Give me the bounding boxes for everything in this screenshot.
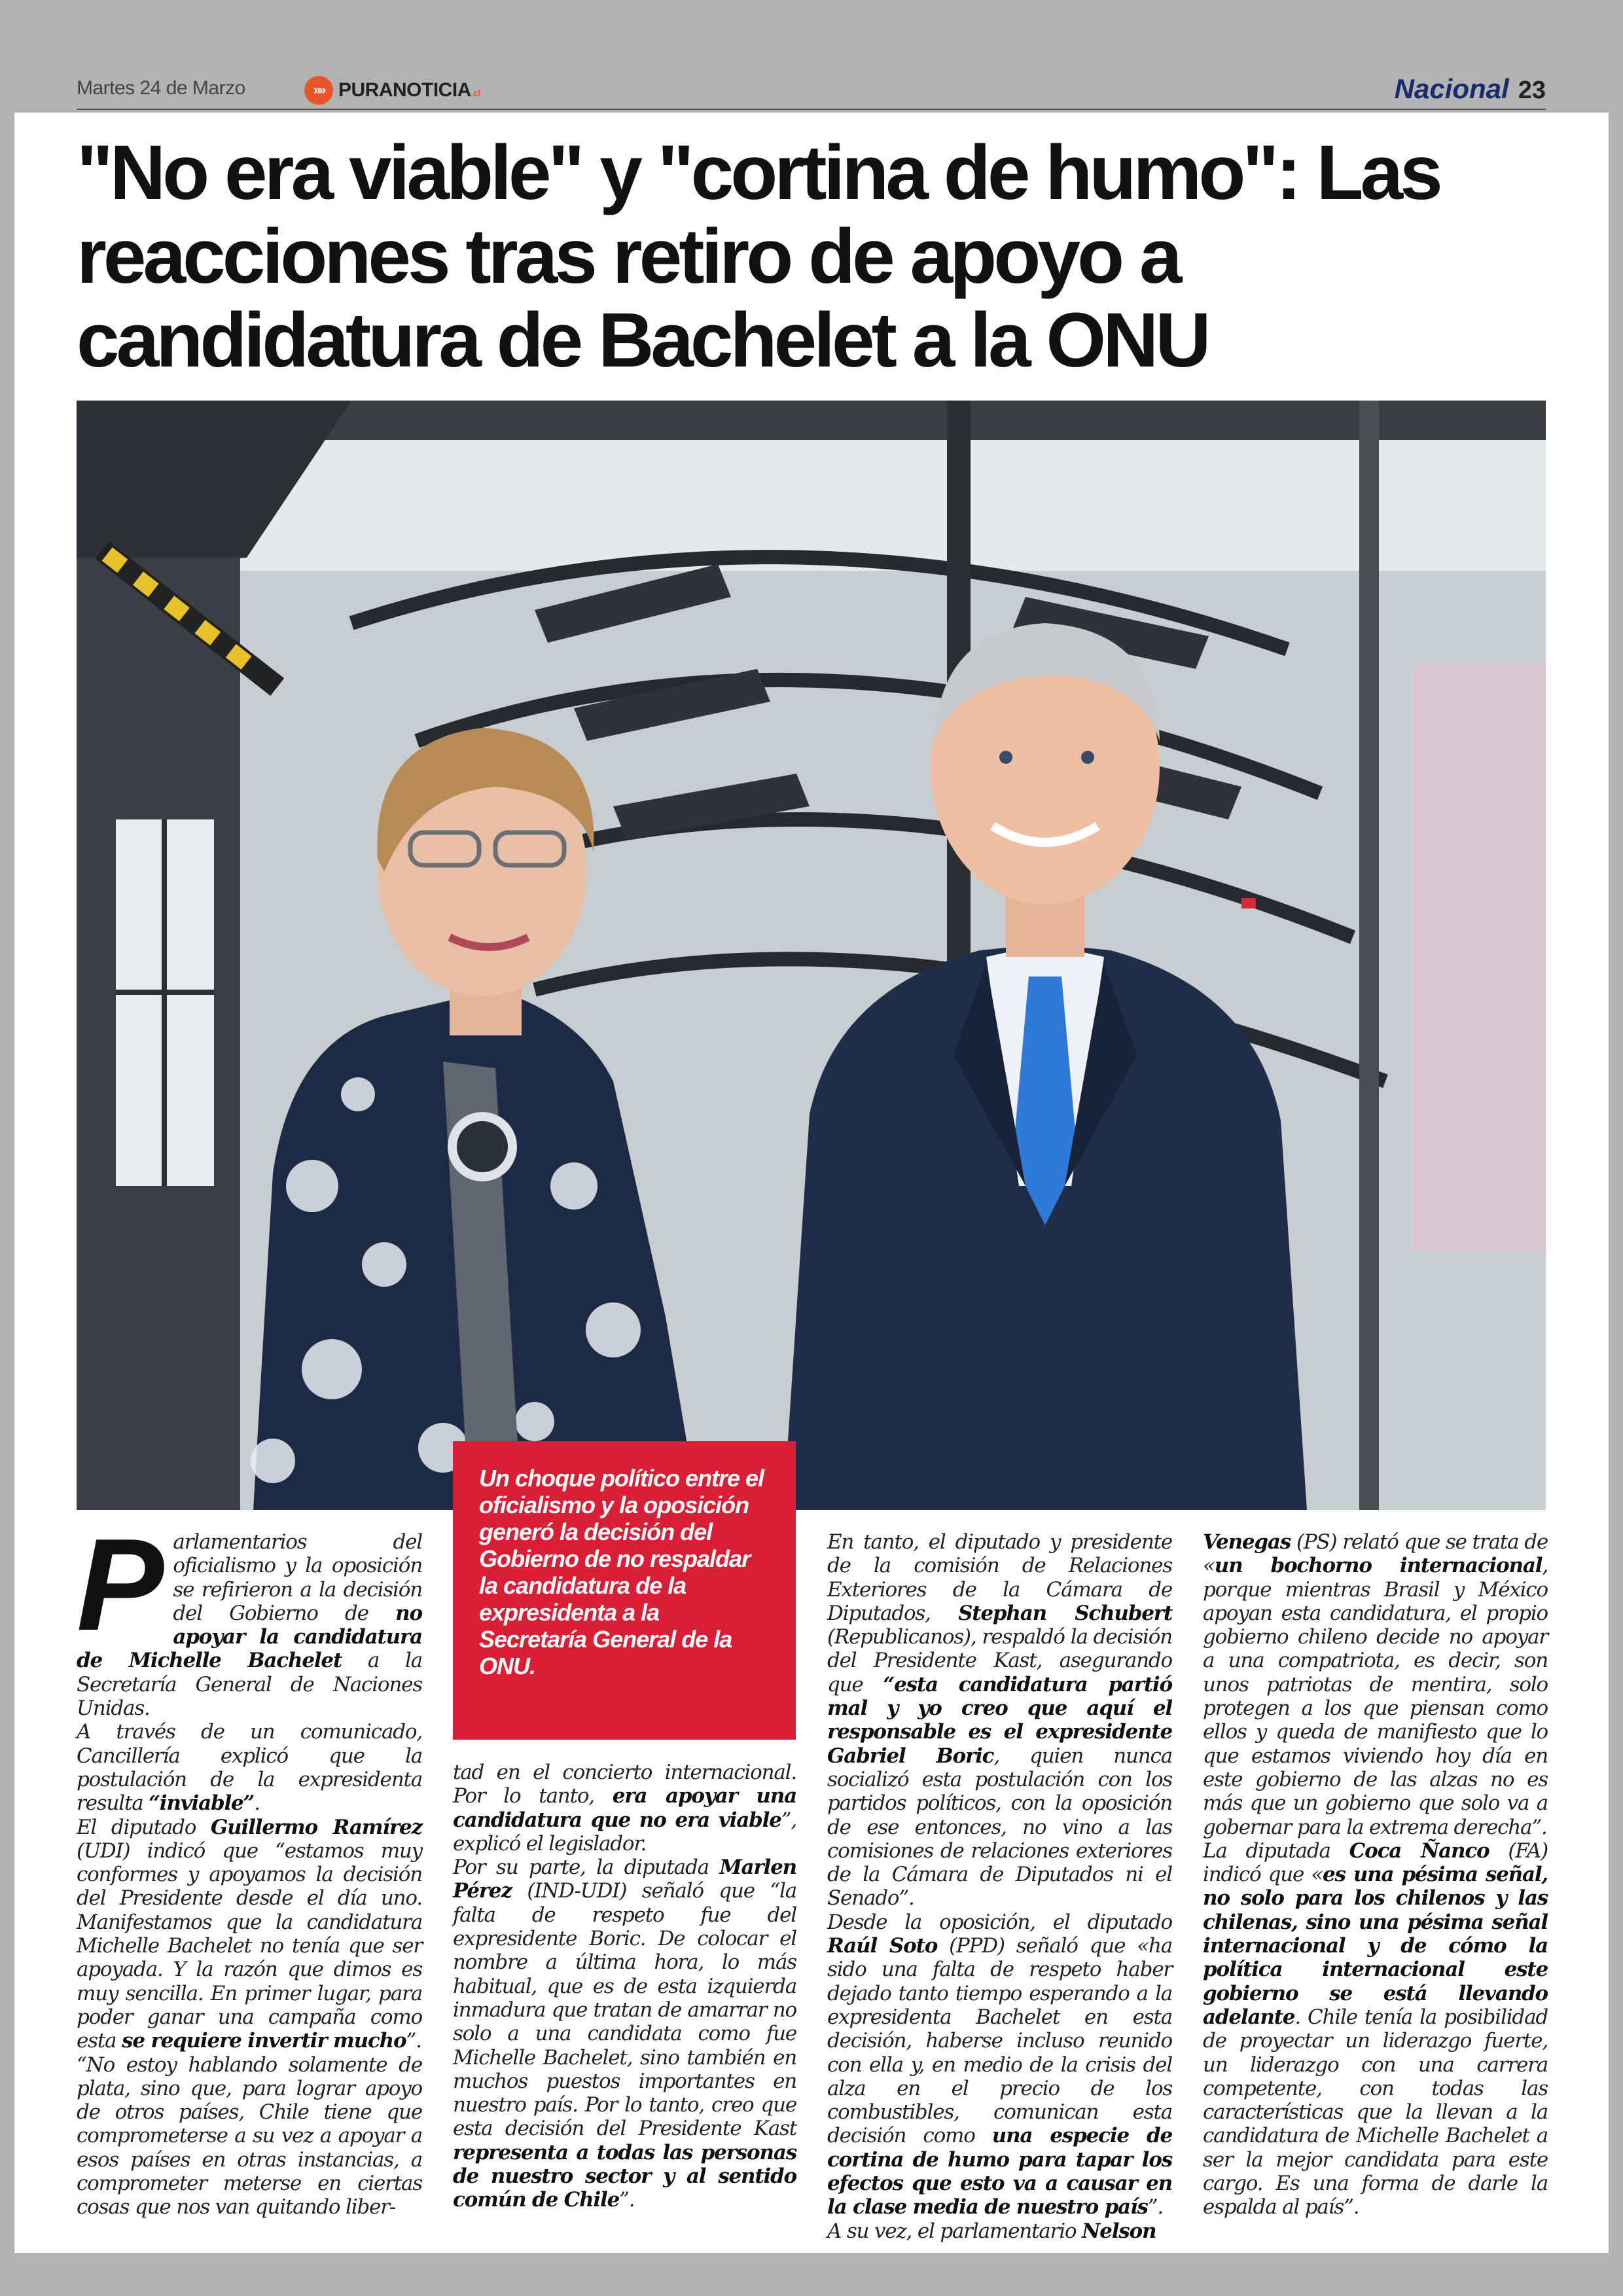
- drop-cap: P: [77, 1512, 164, 1658]
- p1-tail: a la Secretaría General de Naciones Unidas.: [77, 1649, 423, 1721]
- paragraph-3: [77, 1816, 422, 2053]
- logo-suffix: .cl: [471, 88, 480, 98]
- p1-text: arlamentarios del oficialismo y la oposición se refirieron a la decisión del Gobierno de: [173, 1530, 422, 1625]
- paragraph-6: [453, 1856, 796, 2212]
- p7-mid: (Republicanos), respaldó la decisión del Presidente Kast, asegurando que: [827, 1625, 1172, 1696]
- pull-quote-box: Un choque político entre el oficialismo y la oposición generó la decisión del Gobierno de no respaldar la candidatura de la expresidenta a la Secretaría General de la ONU.: [453, 1441, 796, 1740]
- p2-text: A través de un comunicado, Cancillería explicó que la postulación de la expresidenta resulta: [77, 1720, 422, 1816]
- paragraph-9: [827, 2219, 1172, 2243]
- logo-name: PURANOTICIA: [338, 79, 471, 101]
- p1-bold: no apoyar la candidatura de Michelle Bachelet: [77, 1601, 422, 1673]
- p10-quote: , porque mientras Brasil y México apoyan esta candidatura, el propio gobierno chileno decide no apoyar a una compatriota, es decir, son unos patriotas de mentira, solo protegen a los que piensan como ellos y queda de manifiesto que lo que estamos viviendo hoy día en este gobierno de las alzas no es más que un gobierno que solo va a gobernar para la extrema derecha”.: [1203, 1554, 1548, 1839]
- p9-text: A su vez, el parlamentario: [827, 2219, 1082, 2243]
- p11-mid: (FA) indicó que «: [1203, 1839, 1548, 1887]
- header-rule: [77, 109, 1546, 110]
- article-column-3: [827, 1530, 1172, 2243]
- p9-name: Nelson: [1082, 2219, 1156, 2243]
- p6-quote: (IND-UDI) señaló que “la falta de respeto fue del expresidente Boric. De colocar el nombre a última hora, lo más habitual, que es de esta izquierda inmadura que tratan de amarrar no solo a una candidata como fue Michelle Bachelet, sino también en muchos puestos importantes en nuestro país. Por lo tanto, creo que esta decisión del Presidente Kast: [453, 1879, 796, 2141]
- paragraph-4: “No estoy hablando solamente de plata, sino que, para lograr apoyo de otros países, Chile tiene que comprometerse a su vez a apoyar a esos países en otras instancias, a comprometer meterse en ciertas cosas que nos van quitando liber-: [77, 2053, 422, 2219]
- p3-bold: se requiere invertir mucho: [122, 2029, 406, 2053]
- p2-tail: .: [254, 1791, 260, 1816]
- p3-text: El diputado: [77, 1815, 211, 1839]
- p7-bold: “esta candidatura partió mal y yo creo que aquí el responsable es el expresidente Gabriel Boric: [827, 1672, 1172, 1768]
- p2-bold: “inviable”: [149, 1791, 255, 1816]
- p8-text: Desde la oposición, el diputado: [827, 1910, 1172, 1934]
- puranoticia-logo: [304, 76, 480, 105]
- p10-bold: un bochorno internacional: [1214, 1554, 1543, 1578]
- p11-tail: . Chile tenía la posibilidad de proyectar un liderazgo fuerte, un liderazgo con una carrera competente, con todas las características que la llevan a la candidatura de Michelle Bachelet a ser la mejor candidata para este cargo. Es una forma de darle la espalda al país”.: [1203, 2005, 1548, 2219]
- p5-tail: ”, explicó el legislador.: [453, 1808, 796, 1856]
- issue-date: Martes 24 de Marzo: [77, 77, 245, 99]
- p6-bold: representa a todas las personas de nuestro sector y al sentido común de Chile: [453, 2140, 796, 2212]
- paragraph-10: [1203, 1530, 1548, 1839]
- p11-name: Coca Ñanco: [1349, 1839, 1489, 1863]
- p6-text: Por su parte, la diputada: [453, 1856, 720, 1880]
- p8-quote: (PPD) señaló que «ha sido una falta de respeto haber dejado tanto tiempo esperando a la expresidenta Bachelet en esta decisión, haberse incluso reunido con ella y, en medio de la crisis del alza en el precio de los combustibles, comunican esta decisión como: [827, 1934, 1172, 2148]
- p11-bold: es una pésima señal, no solo para los chilenos y las chilenas, sino una pésima señal internacional y de cómo la política internacional este gobierno se está llevando adelante: [1203, 1863, 1548, 2029]
- paragraph-7: [827, 1530, 1172, 1910]
- p3-tail: ”.: [406, 2029, 421, 2053]
- p7-name: Stephan Schubert: [958, 1601, 1172, 1625]
- p7-text: En tanto, el diputado y presidente de la comisión de Relaciones Exteriores de la Cámara de Diputados,: [827, 1530, 1172, 1625]
- headline: "No era viable" y "cortina de humo": Las reacciones tras retiro de apoyo a candidatura de Bachelet a la ONU: [77, 130, 1440, 384]
- p3-quote: (UDI) indicó que “estamos muy conformes y apoyamos la decisión del Presidente desde el día uno. Manifestamos que la candidatura Michelle Bachelet no tenía que ser apoyada. Y la razón que dimos es muy sencilla. En primer lugar, para poder ganar una campaña como esta: [77, 1839, 422, 2053]
- section-name: Nacional: [1394, 73, 1509, 104]
- p6-name: Marlen Pérez: [453, 1856, 796, 1903]
- p10-text: (PS) relató que se trata de «: [1203, 1530, 1548, 1578]
- page-number: 23: [1518, 77, 1546, 104]
- article-photo: [77, 401, 1546, 1510]
- paragraph-5: [453, 1761, 796, 1856]
- p7-tail: , quien nunca socializó esta postulación con los partidos políticos, con la oposición de ese entonces, no vino a las comisiones de relaciones exteriores de la Cámara de Diputados ni el Senado”.: [827, 1744, 1172, 1910]
- p8-name: Raúl Soto: [827, 1934, 938, 1958]
- p6-tail: ”.: [619, 2188, 635, 2212]
- article-column-2: [453, 1761, 796, 2212]
- logo-chevrons-icon: »»: [304, 76, 333, 105]
- article-column-4: [1203, 1530, 1548, 2219]
- photo-illustration: [77, 401, 1546, 1510]
- paragraph-1: [77, 1512, 423, 1721]
- paragraph-2: [77, 1720, 422, 1815]
- p5-text: tad en el concierto internacional. Por lo tanto,: [453, 1761, 796, 1808]
- paragraph-11: [1203, 1839, 1548, 2219]
- p8-bold: una especie de cortina de humo para tapar los efectos que esto va a causar en la clase media de nuestro país: [827, 2124, 1172, 2219]
- page-header: [0, 0, 1623, 113]
- p3-name: Guillermo Ramírez: [210, 1815, 422, 1839]
- section-label: [1395, 73, 1546, 105]
- p5-bold: era apoyar una candidatura que no era viable: [453, 1784, 796, 1832]
- article-column-1: [77, 1512, 423, 2219]
- paragraph-8: [827, 1910, 1172, 2219]
- p8-tail: ”.: [1147, 2195, 1164, 2219]
- p10-name: Venegas: [1203, 1530, 1291, 1554]
- p11-text: La diputada: [1203, 1839, 1349, 1863]
